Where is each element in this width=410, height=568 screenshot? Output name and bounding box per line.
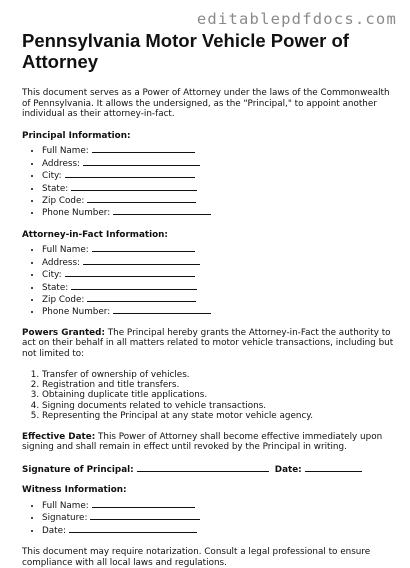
signature-blank[interactable] [137,463,269,472]
powers-list-item: 2. Registration and title transfers. [42,380,394,390]
blank-line [83,256,200,265]
powers-paragraph [22,328,394,360]
powers-list-item: 4. Signing documents related to vehicle transactions. [42,401,394,411]
blank-line [69,524,197,533]
witness-signature-field[interactable]: • Signature: [42,511,394,523]
document-title: Pennsylvania Motor Vehicle Power of Attorney [22,30,349,72]
blank-line [92,499,195,508]
blank-line [87,293,196,302]
blank-line [71,281,197,290]
principal-zip-field[interactable]: • Zip Code: [42,194,394,206]
powers-label: Powers Granted: [22,327,105,338]
signature-label: Signature of Principal: [22,464,134,475]
attorney-full-name-field[interactable]: • Full Name: [42,243,394,255]
blank-line [92,243,195,252]
blank-line [65,268,195,277]
attorney-address-field[interactable]: • Address: [42,256,394,268]
signature-date-blank[interactable] [305,463,362,472]
witness-date-field[interactable]: • Date: [42,524,394,536]
witness-full-name-field[interactable]: • Full Name: [42,499,394,511]
effective-date-label: Effective Date: [22,431,96,442]
principal-heading: Principal Information: [22,130,131,141]
attorney-phone-field[interactable]: • Phone Number: [42,305,394,317]
principal-city-field[interactable]: • City: [42,169,394,181]
attorney-state-field[interactable]: • State: [42,281,394,293]
closing-paragraph: This document may require notarization. Consult a legal professional to ensure compliance with all local laws and regulations. [22,547,371,568]
powers-list [22,370,394,422]
principal-fields [22,144,394,218]
powers-text: The Principal hereby grants the Attorney-in-Fact the authority to act on their behalf in all matters related to motor vehicle transactions, including but not limited to: [22,327,394,360]
signature-line [22,463,394,476]
signature-date-label: Date: [274,464,302,475]
intro-paragraph: This document serves as a Power of Attorney under the laws of the Commonwealth of Pennsylvania. It allows the undersigned, as the "Principal," to appoint another individual as their attorney-in-fact. [22,88,390,120]
principal-address-field[interactable]: • Address: [42,157,394,169]
principal-full-name-field[interactable]: • Full Name: [42,144,394,156]
blank-line [65,169,195,178]
blank-line [113,305,211,314]
attorney-city-field[interactable]: • City: [42,268,394,280]
powers-list-item: 5. Representing the Principal at any state motor vehicle agency. [42,411,394,421]
powers-list-item: 3. Obtaining duplicate title applications. [42,390,394,400]
effective-date-text: This Power of Attorney shall become effective immediately upon signing and shall remain in effect until revoked by the Principal in writing. [22,431,383,453]
site-watermark: editablepdfdocs.com [196,10,397,28]
attorney-zip-field[interactable]: • Zip Code: [42,293,394,305]
blank-line [71,182,197,191]
witness-heading: Witness Information: [22,485,127,496]
blank-line [83,157,200,166]
attorney-heading: Attorney-in-Fact Information: [22,229,168,240]
blank-line [90,511,200,520]
principal-phone-field[interactable]: • Phone Number: [42,206,394,218]
effective-date-paragraph [22,432,394,453]
blank-line [92,144,195,153]
principal-state-field[interactable]: • State: [42,182,394,194]
blank-line [113,206,211,215]
powers-list-item: 1. Transfer of ownership of vehicles. [42,370,394,380]
document-page [22,30,394,568]
blank-line [87,194,196,203]
attorney-fields [22,243,394,317]
